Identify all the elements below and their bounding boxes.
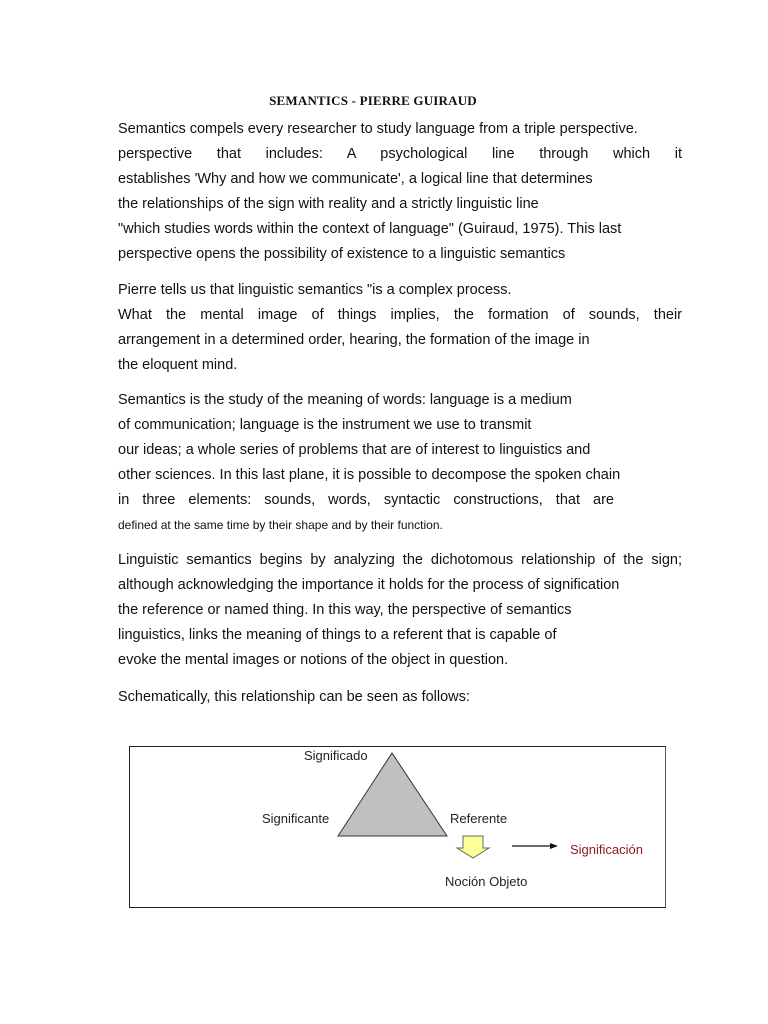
significante-label: Significante [262, 811, 330, 826]
paragraph-line: Schematically, this relationship can be seen as follows: [118, 689, 470, 705]
paragraph-5 [118, 685, 693, 710]
right-arrow-icon [550, 843, 558, 849]
paragraph-line: Semantics is the study of the meaning of words: language is a medium [118, 392, 572, 408]
paragraph-line: arrangement in a determined order, hearing, the formation of the image in [118, 332, 590, 348]
paragraph-line: the relationships of the sign with reality and a strictly linguistic line [118, 196, 539, 212]
paragraph-line: in three elements: sounds, words, syntactic constructions, that are [118, 492, 614, 508]
nocion-objeto-label: Noción Objeto [445, 874, 528, 889]
paragraph-line: What the mental image of things implies, the formation of sounds, their [118, 307, 682, 323]
paragraph-line: defined at the same time by their shape and by their function. [118, 518, 443, 532]
paragraph-line: the eloquent mind. [118, 357, 238, 373]
paragraph-line: perspective that includes: A psychological line through which it [118, 146, 682, 162]
paragraph-line: perspective opens the possibility of existence to a linguistic semantics [118, 246, 566, 262]
paragraph-1 [118, 117, 693, 267]
significacion-label: Significación [570, 842, 643, 857]
down-arrow-icon [457, 836, 489, 858]
paragraph-line: although acknowledging the importance it holds for the process of signification [118, 577, 620, 593]
paragraph-line: evoke the mental images or notions of the object in question. [118, 652, 509, 668]
paragraph-line: establishes 'Why and how we communicate', a logical line that determines [118, 171, 593, 187]
paragraph-line: other sciences. In this last plane, it is possible to decompose the spoken chain [118, 467, 621, 483]
triangle-shape [338, 753, 447, 836]
diagram-graphics [130, 747, 665, 907]
paragraph-line: Linguistic semantics begins by analyzing the dichotomous relationship of the sign; [118, 552, 682, 568]
semantic-triangle-diagram [129, 746, 666, 908]
paragraph-line: of communication; language is the instrument we use to transmit [118, 417, 532, 433]
paragraph-4 [118, 548, 693, 673]
paragraph-line: linguistics, links the meaning of things to a referent that is capable of [118, 627, 557, 643]
paragraph-line: the reference or named thing. In this way, the perspective of semantics [118, 602, 572, 618]
paragraph-3 [118, 388, 693, 538]
paragraph-2 [118, 278, 693, 378]
paragraph-line: Pierre tells us that linguistic semantics "is a complex process. [118, 282, 512, 298]
document-title: SEMANTICS - PIERRE GUIRAUD [269, 93, 477, 108]
paragraph-line: our ideas; a whole series of problems that are of interest to linguistics and [118, 442, 591, 458]
significado-label: Significado [304, 748, 368, 763]
paragraph-line: Semantics compels every researcher to study language from a triple perspective. [118, 121, 638, 137]
referente-label: Referente [450, 811, 508, 826]
paragraph-line: "which studies words within the context of language" (Guiraud, 1975). This last [118, 221, 622, 237]
